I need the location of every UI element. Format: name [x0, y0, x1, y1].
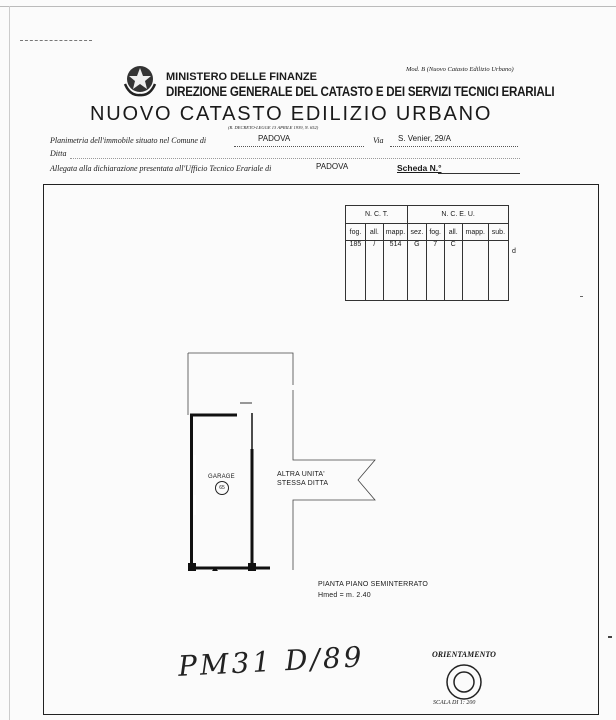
table-cell: 185: [346, 241, 366, 301]
column-header: all.: [365, 224, 383, 241]
handwritten-note: PM31 D/89: [177, 640, 366, 683]
cadastral-reference-table: [345, 205, 509, 301]
column-header: sub.: [488, 224, 508, 241]
scale-label: SCALA DI 1: 200: [433, 700, 476, 706]
decree-reference: (R. DECRETO-LEGGE 13 APRILE 1939, N. 652): [228, 125, 319, 130]
table-cell: 514: [383, 241, 407, 301]
comune-value: PADOVA: [258, 134, 291, 143]
table-cell: [488, 241, 508, 301]
column-header: fog.: [426, 224, 444, 241]
scan-speck: [608, 636, 612, 638]
scan-speck: [580, 296, 583, 297]
nceu-header: N. C. E. U.: [408, 206, 509, 224]
garage-label: GARAGE: [208, 474, 235, 480]
table-cell: 7: [426, 241, 444, 301]
other-unit-label: ALTRA UNITA': [277, 471, 325, 478]
scan-dash: [20, 40, 92, 41]
table-cell: /: [365, 241, 383, 301]
planimetria-label: Planimetria dell'immobile situato nel Comune di: [50, 136, 207, 145]
ministry-name: MINISTERO DELLE FINANZE: [166, 71, 317, 83]
other-unit-label-2: STESSA DITTA: [277, 480, 329, 487]
registry-title: NUOVO CATASTO EDILIZIO URBANO: [90, 103, 493, 125]
table-cell: G: [408, 241, 426, 301]
floor-plan: [180, 345, 390, 580]
scheda-underline: [438, 173, 520, 174]
column-header: mapp.: [383, 224, 407, 241]
table-cell: C: [444, 241, 462, 301]
comune-underline: [234, 146, 364, 147]
republic-emblem-icon: [120, 62, 160, 98]
orientation-label: ORIENTAMENTO: [432, 650, 496, 659]
garage-number-circle: 65: [215, 481, 229, 495]
ditta-underline: [70, 158, 520, 159]
table-extra-mark: d: [512, 248, 516, 255]
floor-label: PIANTA PIANO SEMINTERRATO: [318, 581, 429, 588]
ditta-label: Ditta: [50, 149, 67, 158]
scan-left-edge: [9, 6, 10, 720]
via-underline: [390, 146, 518, 147]
directorate-name: DIREZIONE GENERALE DEL CATASTO E DEI SERVIZI TECNICI ERARIALI: [166, 84, 555, 99]
table-cell: [462, 241, 488, 301]
column-header: fog.: [346, 224, 366, 241]
column-header: sez.: [408, 224, 426, 241]
via-value: S. Venier, 29/A: [398, 134, 451, 143]
ufficio-value: PADOVA: [316, 162, 349, 171]
orientation-compass-icon: [444, 662, 484, 702]
scheda-label: Scheda N.°: [397, 163, 442, 173]
height-label: Hmed = m. 2.40: [318, 592, 371, 599]
column-header: mapp.: [462, 224, 488, 241]
column-header: all.: [444, 224, 462, 241]
form-model-label: Mod. B (Nuovo Catasto Edilizio Urbano): [406, 66, 514, 73]
nct-header: N. C. T.: [346, 206, 408, 224]
scan-top-edge: [0, 0, 616, 7]
allegata-label: Allegata alla dichiarazione presentata all'Ufficio Tecnico Erariale di: [50, 164, 272, 173]
via-label: Via: [373, 136, 384, 145]
